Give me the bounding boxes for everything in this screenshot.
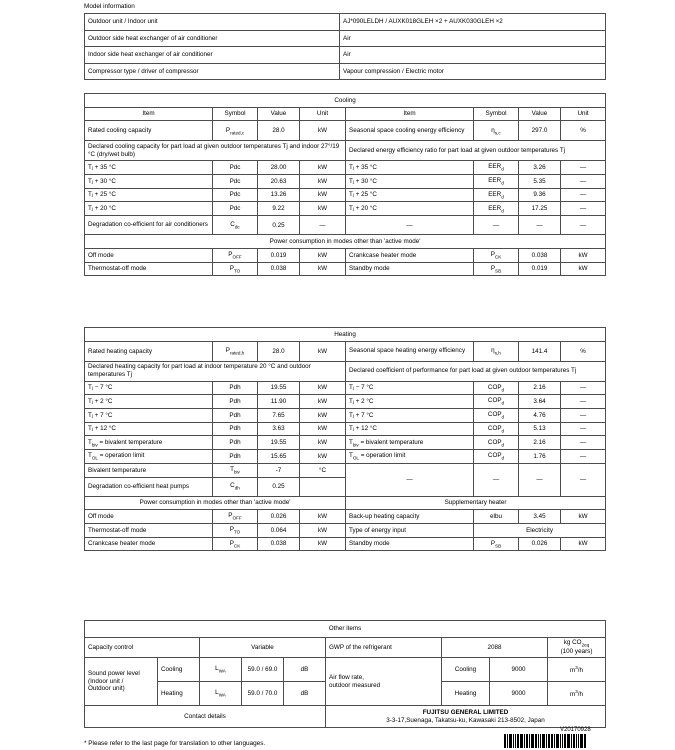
crankcase-heater-label: Crankcase heater mode	[85, 537, 213, 551]
seasonal-cooling-efficiency-value: 297.0	[519, 121, 561, 141]
cooling-unit: kW	[300, 202, 346, 216]
cooling-eer-unit: —	[561, 161, 606, 175]
cooling-degradation-unit: —	[300, 216, 346, 235]
cooling-eer-temp-label: Tⱼ + 30 °C	[346, 175, 474, 189]
cooling-eer-temp-label: Tⱼ + 25 °C	[346, 188, 474, 202]
heating-cop-symbol: $COP_d$	[474, 381, 519, 395]
backup-heating-capacity-value: 3.45	[519, 510, 561, 524]
heating-title: Heating	[85, 328, 606, 342]
cooling-symbol: Pdc	[213, 175, 258, 189]
off-mode-value: 0.019	[258, 248, 300, 262]
col-header-value: Value	[519, 107, 561, 121]
energy-input-type-value: Electricity	[474, 523, 606, 537]
cooling-eer-symbol: $EER_d$	[474, 188, 519, 202]
cooling-temp-label: Tⱼ + 25 °C	[85, 188, 213, 202]
heating-value: 7.65	[258, 409, 300, 423]
crankcase-heater-value: 0.038	[519, 248, 561, 262]
standby-mode-value: 0.026	[519, 537, 561, 551]
heating-cop-unit: —	[561, 450, 606, 464]
heating-unit: kW	[300, 436, 346, 450]
declared-cooling-capacity-note: Declared cooling capacity for part load at given outdoor temperatures Tj and indoor 27°/19 °C (dry/wet bulb)	[85, 141, 346, 161]
heating-cop-value: 4.76	[519, 409, 561, 423]
heating-ol-label: $T_{OL}$ = operation limit	[85, 450, 213, 464]
standby-mode-label: Standby mode	[346, 537, 474, 551]
cooling-degradation-symbol: $C_{dc}$	[213, 216, 258, 235]
cooling-temp-label: Tⱼ + 20 °C	[85, 202, 213, 216]
cooling-eer-unit: —	[561, 202, 606, 216]
cooling-eer-unit: —	[561, 188, 606, 202]
model-row-value: Vapour compression / Electric motor	[340, 63, 606, 80]
col-header-unit: Unit	[300, 107, 346, 121]
gwp-value: 2088	[442, 638, 548, 658]
table-row	[85, 537, 606, 551]
cooling-temp-label: Tⱼ + 35 °C	[85, 161, 213, 175]
backup-heating-capacity-label: Back-up heating capacity	[346, 510, 474, 524]
table-row	[85, 706, 606, 728]
heating-symbol: Pdh	[213, 381, 258, 395]
supplementary-heater-title: Supplementary heater	[346, 496, 606, 510]
heating-degradation-label: Degradation co-efficient heat pumps	[85, 477, 213, 496]
model-row-value: Air	[340, 30, 606, 47]
version-code: V20170928	[560, 727, 591, 733]
heating-value: 3.63	[258, 422, 300, 436]
cooling-unit: kW	[300, 188, 346, 202]
heating-cop-symbol: $COP_d$	[474, 422, 519, 436]
heating-cop-value: 5.13	[519, 422, 561, 436]
heating-blank-dash: —	[474, 463, 519, 496]
col-header-symbol: Symbol	[213, 107, 258, 121]
airflow-heating-value: 9000	[490, 682, 548, 706]
cooling-degradation-dash: —	[474, 216, 519, 235]
heating-table	[84, 327, 606, 551]
cooling-degradation-dash: —	[346, 216, 474, 235]
heating-cop-temp-label: Tⱼ − 7 °C	[346, 381, 474, 395]
standby-mode-label: Standby mode	[346, 262, 474, 276]
table-row	[85, 63, 606, 80]
heating-unit: kW	[300, 395, 346, 409]
model-information-title: Model information	[84, 3, 135, 10]
cooling-temp-label: Tⱼ + 30 °C	[85, 175, 213, 189]
cooling-eer-value: 17.25	[519, 202, 561, 216]
sound-cooling-unit: dB	[284, 658, 326, 682]
heating-temp-label: Tⱼ + 7 °C	[85, 409, 213, 423]
standby-mode-unit: kW	[561, 262, 606, 276]
airflow-heating-mode: Heating	[442, 682, 490, 706]
contact-details-label: Contact details	[85, 706, 326, 728]
sound-heating-mode: Heating	[158, 682, 200, 706]
heating-degradation-unit	[300, 477, 346, 496]
footnote: * Please refer to the last page for translation to other languages.	[84, 740, 266, 747]
heating-value: 19.55	[258, 381, 300, 395]
declared-eer-note: Declared energy efficiency ratio for part load at given outdoor temperatures Tj	[346, 141, 606, 161]
heating-symbol: Pdh	[213, 450, 258, 464]
table-row	[85, 341, 606, 361]
cooling-eer-value: 9.36	[519, 188, 561, 202]
cooling-header-row	[85, 107, 606, 121]
table-row	[85, 175, 606, 189]
heating-blank-dash: —	[346, 463, 474, 496]
standby-mode-symbol: $P_{SB}$	[474, 537, 519, 551]
cooling-power-modes-title: Power consumption in modes other than 'active mode'	[85, 235, 606, 249]
table-row	[85, 141, 606, 161]
heating-temp-label: Tⱼ − 7 °C	[85, 381, 213, 395]
table-row	[85, 436, 606, 450]
bivalent-temperature-symbol: $T_{biv}$	[213, 463, 258, 477]
heating-power-modes-title: Power consumption in modes other than 'active mode'	[85, 496, 346, 510]
off-mode-unit: kW	[300, 248, 346, 262]
crankcase-heater-unit: kW	[561, 248, 606, 262]
heating-value: 15.65	[258, 450, 300, 464]
off-mode-unit: kW	[300, 510, 346, 524]
model-row-label: Compressor type / driver of compressor	[85, 63, 340, 80]
table-row	[85, 202, 606, 216]
heating-cop-value: 1.76	[519, 450, 561, 464]
heating-unit: kW	[300, 422, 346, 436]
rated-heating-capacity-value: 28.0	[258, 341, 300, 361]
off-mode-label: Off mode	[85, 510, 213, 524]
capacity-control-value: Variable	[200, 638, 326, 658]
cooling-eer-symbol: $EER_d$	[474, 161, 519, 175]
rated-cooling-capacity-value: 28.0	[258, 121, 300, 141]
thermostat-off-label: Thermostat-off mode	[85, 523, 213, 537]
seasonal-heating-efficiency-unit: %	[561, 341, 606, 361]
table-row	[85, 14, 606, 31]
heating-temp-label: Tⱼ + 2 °C	[85, 395, 213, 409]
table-row	[85, 463, 606, 477]
heating-unit: kW	[300, 450, 346, 464]
sound-heating-unit: dB	[284, 682, 326, 706]
declared-cop-note: Declared coefficient of performance for part load at given outdoor temperatures Tj	[346, 361, 606, 381]
table-row	[85, 496, 606, 510]
table-row	[85, 121, 606, 141]
seasonal-cooling-efficiency-symbol: $\eta_{s,c}$	[474, 121, 519, 141]
thermostat-off-symbol: $P_{TO}$	[213, 262, 258, 276]
cooling-value: 9.22	[258, 202, 300, 216]
airflow-heating-unit: $m^3/h$	[548, 682, 606, 706]
thermostat-off-value: 0.038	[258, 262, 300, 276]
gwp-label: GWP of the refrigerant	[326, 638, 442, 658]
other-title-row	[85, 621, 606, 638]
off-mode-value: 0.026	[258, 510, 300, 524]
heating-cop-unit: —	[561, 422, 606, 436]
table-row	[85, 262, 606, 276]
sound-power-level-label: Sound power level (Indoor unit / Outdoor unit)	[85, 658, 158, 706]
heating-symbol: Pdh	[213, 409, 258, 423]
table-row	[85, 361, 606, 381]
bivalent-temperature-unit: °C	[300, 463, 346, 477]
off-mode-symbol: $P_{OFF}$	[213, 510, 258, 524]
other-items-title: Other items	[85, 621, 606, 638]
seasonal-heating-efficiency-label: Seasonal space heating energy efficiency	[346, 341, 474, 361]
heating-unit: kW	[300, 409, 346, 423]
heating-degradation-value: 0.25	[258, 477, 300, 496]
model-row-label: Indoor side heat exchanger of air conditioner	[85, 47, 340, 64]
heating-unit: kW	[300, 381, 346, 395]
table-row	[85, 523, 606, 537]
table-row	[85, 30, 606, 47]
col-header-item: Item	[346, 107, 474, 121]
rated-heating-capacity-unit: kW	[300, 341, 346, 361]
air-flow-rate-label: Air flow rate, outdoor measured	[326, 658, 442, 706]
heating-value: 11.90	[258, 395, 300, 409]
thermostat-off-unit: kW	[300, 523, 346, 537]
backup-heating-capacity-unit: kW	[561, 510, 606, 524]
heating-cop-symbol: $COP_d$	[474, 409, 519, 423]
cooling-eer-symbol: $EER_d$	[474, 175, 519, 189]
bivalent-temperature-value: -7	[258, 463, 300, 477]
cooling-degradation-dash: —	[519, 216, 561, 235]
heating-blank-dash: —	[561, 463, 606, 496]
table-row	[85, 47, 606, 64]
seasonal-heating-efficiency-symbol: $\eta_{s,h}$	[474, 341, 519, 361]
sound-cooling-mode: Cooling	[158, 658, 200, 682]
cooling-value: 20.63	[258, 175, 300, 189]
heating-cop-unit: —	[561, 395, 606, 409]
crankcase-heater-label: Crankcase heater mode	[346, 248, 474, 262]
model-row-value: AJ*090LELDH / AUXK018GLEH ×2 + AUXK030GLEH ×2	[340, 14, 606, 31]
rated-cooling-capacity-unit: kW	[300, 121, 346, 141]
cooling-degradation-dash: —	[561, 216, 606, 235]
table-row	[85, 658, 606, 682]
heating-value: 19.55	[258, 436, 300, 450]
col-header-value: Value	[258, 107, 300, 121]
backup-heating-capacity-symbol: elbu	[474, 510, 519, 524]
crankcase-heater-unit: kW	[300, 537, 346, 551]
rated-heating-capacity-symbol: $P_{rated,h}$	[213, 341, 258, 361]
cooling-eer-unit: —	[561, 175, 606, 189]
sound-heating-value: 59.0 / 70.0	[242, 682, 284, 706]
cooling-symbol: Pdc	[213, 161, 258, 175]
standby-mode-unit: kW	[561, 537, 606, 551]
cooling-table	[84, 93, 606, 276]
table-row	[85, 216, 606, 235]
off-mode-label: Off mode	[85, 248, 213, 262]
heating-cop-unit: —	[561, 381, 606, 395]
standby-mode-symbol: $P_{SB}$	[474, 262, 519, 276]
rated-cooling-capacity-label: Rated cooling capacity	[85, 121, 213, 141]
table-row	[85, 161, 606, 175]
rated-cooling-capacity-symbol: $P_{rated,c}$	[213, 121, 258, 141]
cooling-eer-value: 3.26	[519, 161, 561, 175]
table-row	[85, 638, 606, 658]
heating-cop-ol-label: $T_{OL}$ = operation limit	[346, 450, 474, 464]
cooling-eer-temp-label: Tⱼ + 20 °C	[346, 202, 474, 216]
cooling-title-row	[85, 94, 606, 108]
cooling-symbol: Pdc	[213, 202, 258, 216]
table-row	[85, 395, 606, 409]
heating-cop-biv-label: $T_{biv}$ = bivalent temperature	[346, 436, 474, 450]
thermostat-off-unit: kW	[300, 262, 346, 276]
airflow-cooling-value: 9000	[490, 658, 548, 682]
table-row	[85, 188, 606, 202]
thermostat-off-value: 0.064	[258, 523, 300, 537]
table-row	[85, 235, 606, 249]
heating-cop-symbol: $COP_d$	[474, 436, 519, 450]
table-row	[85, 510, 606, 524]
table-row	[85, 450, 606, 464]
thermostat-off-symbol: $P_{TO}$	[213, 523, 258, 537]
heating-degradation-symbol: $C_{dh}$	[213, 477, 258, 496]
bivalent-temperature-label: Bivalent temperature	[85, 463, 213, 477]
model-information-table	[84, 13, 606, 80]
model-row-label: Outdoor side heat exchanger of air conditioner	[85, 30, 340, 47]
heating-cop-temp-label: Tⱼ + 7 °C	[346, 409, 474, 423]
sound-cooling-value: 59.0 / 69.0	[242, 658, 284, 682]
heating-title-row	[85, 328, 606, 342]
sound-cooling-symbol: $L_{WA}$	[200, 658, 242, 682]
heating-cop-value: 3.64	[519, 395, 561, 409]
cooling-eer-symbol: $EER_d$	[474, 202, 519, 216]
heating-symbol: Pdh	[213, 395, 258, 409]
cooling-value: 28.00	[258, 161, 300, 175]
cooling-degradation-value: 0.25	[258, 216, 300, 235]
cooling-value: 13.26	[258, 188, 300, 202]
model-row-label: Outdoor unit / Indoor unit	[85, 14, 340, 31]
cooling-eer-value: 5.35	[519, 175, 561, 189]
heating-cop-symbol: $COP_d$	[474, 395, 519, 409]
capacity-control-label: Capacity control	[85, 638, 200, 658]
col-header-item: Item	[85, 107, 213, 121]
energy-input-type-label: Type of energy input	[346, 523, 474, 537]
cooling-title: Cooling	[85, 94, 606, 108]
cooling-eer-temp-label: Tⱼ + 35 °C	[346, 161, 474, 175]
table-row	[85, 248, 606, 262]
sound-heating-symbol: $L_{WA}$	[200, 682, 242, 706]
table-row	[85, 409, 606, 423]
off-mode-symbol: $P_{OFF}$	[213, 248, 258, 262]
heating-cop-unit: —	[561, 409, 606, 423]
col-header-unit: Unit	[561, 107, 606, 121]
crankcase-heater-value: 0.038	[258, 537, 300, 551]
cooling-unit: kW	[300, 175, 346, 189]
table-row	[85, 381, 606, 395]
crankcase-heater-symbol: $P_{CK}$	[213, 537, 258, 551]
heating-cop-temp-label: Tⱼ + 12 °C	[346, 422, 474, 436]
heating-symbol: Pdh	[213, 436, 258, 450]
standby-mode-value: 0.019	[519, 262, 561, 276]
heating-temp-label: Tⱼ + 12 °C	[85, 422, 213, 436]
table-row	[85, 422, 606, 436]
heating-cop-value: 2.16	[519, 381, 561, 395]
cooling-unit: kW	[300, 161, 346, 175]
declared-heating-capacity-note: Declared heating capacity for part load at indoor temperature 20 °C and outdoor temperatures Tj	[85, 361, 346, 381]
heating-blank-dash: —	[519, 463, 561, 496]
seasonal-heating-efficiency-value: 141.4	[519, 341, 561, 361]
heating-cop-unit: —	[561, 436, 606, 450]
col-header-symbol: Symbol	[474, 107, 519, 121]
cooling-symbol: Pdc	[213, 188, 258, 202]
barcode	[504, 734, 604, 748]
heating-cop-symbol: $COP_d$	[474, 450, 519, 464]
model-row-value: Air	[340, 47, 606, 64]
heating-biv-label: $T_{biv}$ = bivalent temperature	[85, 436, 213, 450]
heating-cop-value: 2.16	[519, 436, 561, 450]
thermostat-off-label: Thermostat-off mode	[85, 262, 213, 276]
seasonal-cooling-efficiency-unit: %	[561, 121, 606, 141]
gwp-unit: kg $CO_{2eq}$ (100 years)	[548, 638, 606, 658]
rated-heating-capacity-label: Rated heating capacity	[85, 341, 213, 361]
airflow-cooling-unit: $m^3/h$	[548, 658, 606, 682]
contact-details-value: FUJITSU GENERAL LIMITED 3-3-17,Suenaga, Takatsu-ku, Kawasaki 213-8502, Japan	[326, 706, 606, 728]
crankcase-heater-symbol: $P_{CK}$	[474, 248, 519, 262]
heating-symbol: Pdh	[213, 422, 258, 436]
cooling-degradation-label: Degradation co-efficient for air conditioners	[85, 216, 213, 235]
seasonal-cooling-efficiency-label: Seasonal space cooling energy efficiency	[346, 121, 474, 141]
airflow-cooling-mode: Cooling	[442, 658, 490, 682]
heating-cop-temp-label: Tⱼ + 2 °C	[346, 395, 474, 409]
other-items-table	[84, 620, 606, 728]
